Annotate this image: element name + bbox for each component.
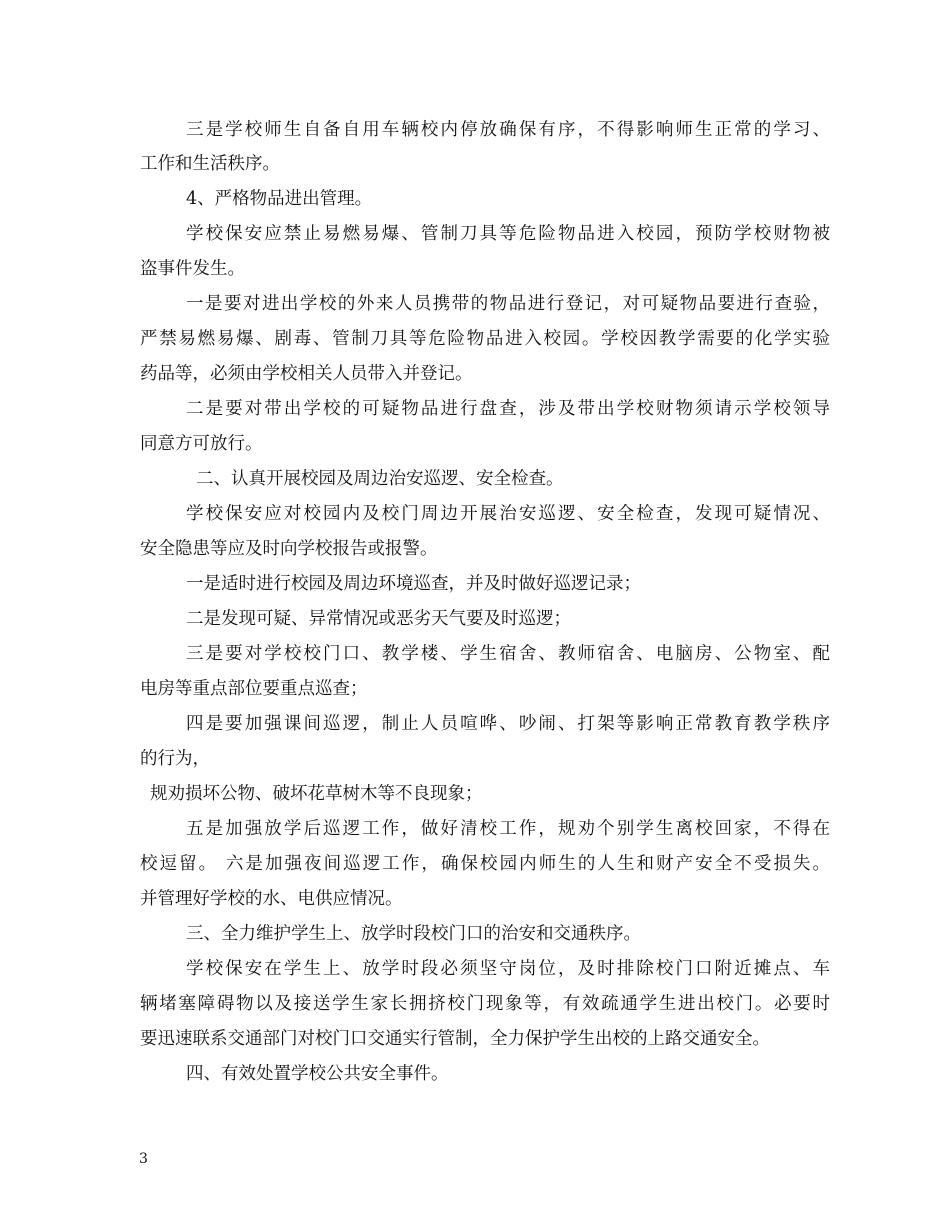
text-line: 同意方可放行。 <box>140 434 263 454</box>
text-line: 工作和生活秩序。 <box>140 154 280 174</box>
text-line: 一是要对进出学校的外来人员携带的物品进行登记，对可疑物品要进行查验， <box>186 294 830 314</box>
section-heading: 二、认真开展校园及周边治安巡逻、安全检查。 <box>196 469 564 489</box>
section-heading: 四、有效处置学校公共安全事件。 <box>186 1064 449 1084</box>
text-line: 二是发现可疑、异常情况或恶劣天气要及时巡逻； <box>186 609 571 629</box>
text-line: 的行为， <box>140 749 210 769</box>
text-line: 规劝损坏公物、破坏花草树木等不良现象； <box>150 784 483 804</box>
text-line: 五是加强放学后巡逻工作，做好清校工作，规劝个别学生离校回家，不得在 <box>186 819 830 839</box>
section-heading: 4、严格物品进出管理。 <box>186 189 373 209</box>
text-line: 学校保安应禁止易燃易爆、管制刀具等危险物品进入校园，预防学校财物被 <box>186 224 830 244</box>
text-line: 三是要对学校校门口、教学楼、学生宿舍、教师宿舍、电脑房、公物室、配 <box>186 644 830 664</box>
text-line: 并管理好学校的水、电供应情况。 <box>140 889 403 909</box>
text-line: 学校保安在学生上、放学时段必须坚守岗位，及时排除校门口附近摊点、车 <box>186 959 830 979</box>
text-line: 一是适时进行校园及周边环境巡查，并及时做好巡逻记录； <box>186 574 641 594</box>
text-line: 安全隐患等应及时向学校报告或报警。 <box>140 539 438 559</box>
page-number: 3 <box>139 1151 148 1167</box>
text-line: 学校保安应对校园内及校门周边开展治安巡逻、安全检查，发现可疑情况、 <box>186 504 830 524</box>
text-line: 电房等重点部位要重点巡查； <box>140 679 368 699</box>
text-line: 二是要对带出学校的可疑物品进行盘查，涉及带出学校财物须请示学校领导 <box>186 399 830 419</box>
text-line: 严禁易燃易爆、剧毒、管制刀具等危险物品进入校园。学校因教学需要的化学实验 <box>140 329 830 349</box>
text-line: 三是学校师生自备自用车辆校内停放确保有序，不得影响师生正常的学习、 <box>186 120 830 140</box>
text-line: 校逗留。 六是加强夜间巡逻工作，确保校园内师生的人生和财产安全不受损失。 <box>140 854 830 874</box>
section-heading: 三、全力维护学生上、放学时段校门口的治安和交通秩序。 <box>186 924 641 944</box>
text-line: 要迅速联系交通部门对校门口交通实行管制，全力保护学生出校的上路交通安全。 <box>140 1029 770 1049</box>
text-line: 盗事件发生。 <box>140 259 245 279</box>
text-line: 辆堵塞障碍物以及接送学生家长拥挤校门现象等，有效疏通学生进出校门。必要时 <box>140 994 830 1014</box>
text-line: 四是要加强课间巡逻，制止人员喧哗、吵闹、打架等影响正常教育教学秩序 <box>186 714 830 734</box>
text-line: 药品等，必须由学校相关人员带入并登记。 <box>140 364 473 384</box>
